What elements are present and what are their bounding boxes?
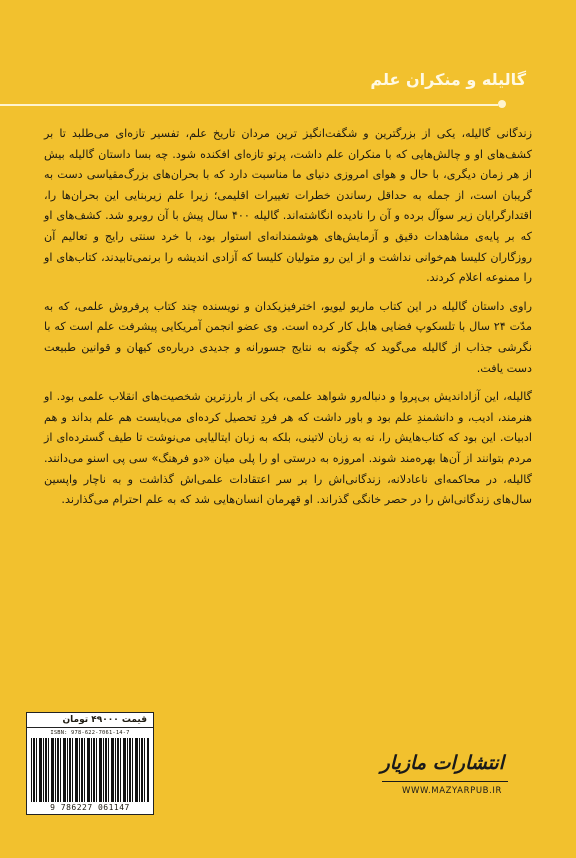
publisher-website: WWW.MAZYARPUB.IR bbox=[401, 786, 502, 796]
isbn-label: ISBN: 978-622-7061-14-7 bbox=[50, 730, 130, 736]
title-underline-dot bbox=[498, 100, 506, 108]
blurb-paragraph-2: راوی داستان گالیله در این کتاب ماریو لیویو، اخترفیزیکدان و نویسنده چند کتاب پرفروش علمی، که به مدّت ۲۴ سال با تلسکوپ فضایی هابل کار کرده است. وی عضو انجمن آمریکایی پیشرفت علم است که با نگرشی جذاب از گالیله می‌گوید که چگونه به نتایج جسورانه و جدیدی درباره‌ی کیهان و قوانین طبیعت دست یافت. bbox=[44, 299, 533, 375]
blurb-text bbox=[44, 124, 532, 519]
barcode-image bbox=[31, 738, 149, 802]
publisher-logo: انتشارات مازیار bbox=[380, 752, 504, 774]
barcode-number: 9 786227 061147 bbox=[50, 803, 130, 812]
price-barcode-box bbox=[26, 712, 154, 815]
blurb-paragraph-3: گالیله، این آزاداندیش بی‌پروا و دنباله‌رو شواهد علمی، یکی از بارزترین شخصیت‌های انقلاب علمی بود. او هنرمند، ادیب، و دانشمندِ علم بود و باور داشت که هر فردِ تحصیل کرده‌ای می‌بایست هم علم بداند و هم ادبیات. این بود که کتاب‌هایش را، نه به زبان لاتینی، بلکه به زبان ایتالیایی می‌نوشت تا طیف گسترده‌ای از مردم بتوانند از آن‌ها بهره‌مند شوند. امروزه به درستی او را پلی میان «دو فرهنگ» سی پی اسنو می‌دانند. گالیله، در محاکمه‌ای ناعادلانه، زندگانی‌اش را بر سر اعتقادات علمی‌اش گذاشت و به ناچار واپسین سال‌های زندگانی‌اش را در حصر خانگی گذراند. او قهرمان انسان‌هایی شد که به علم احترام می‌گذارند. bbox=[44, 390, 532, 507]
title-underline bbox=[0, 104, 498, 106]
logo-underline bbox=[382, 781, 508, 782]
price-label: قیمت ۴۹۰۰۰ تومان bbox=[27, 713, 153, 728]
book-title: گالیله و منکران علم bbox=[370, 70, 526, 89]
title-block bbox=[370, 70, 526, 89]
blurb-paragraph-1: زندگانی گالیله، یکی از بزرگترین و شگفت‌انگیز ترین مردان تاریخ علم، تفسیر تازه‌ای می‌طلبد تا بر کشف‌های او و چالش‌هایی که با منکران علم داشت، پرتو تازه‌ای افکنده شود. چه بسا داستان گالیله بیش از هر زمان دیگری، با حال و هوای امروزی دنیای ما مناسبت دارد که با بحران‌های بزرگ‌مقیاسی دست به گریبان است، از جمله به حداقل رساندن خطرات تغییرات اقلیمی؛ زیرا علم زیربنایی این بحران‌ها را، اقتدارگرایان زیر سوآل برده و آن را نادیده انگاشته‌اند. گالیله ۴۰۰ سال پیش با آن روبرو شد. کشف‌های او که بر پایه‌ی مشاهدات دقیق و آزمایش‌های هوشمندانه‌ای استوار بود، با خرد سنتی رایج و تعالیم آن روزگاران کلیسا هم‌خوانی نداشت و از این رو متولیان کلیسا که آزادی اندیشه را برنمی‌تابیدند، کتاب‌های او را ممنوعه اعلام کردند. bbox=[44, 127, 532, 285]
